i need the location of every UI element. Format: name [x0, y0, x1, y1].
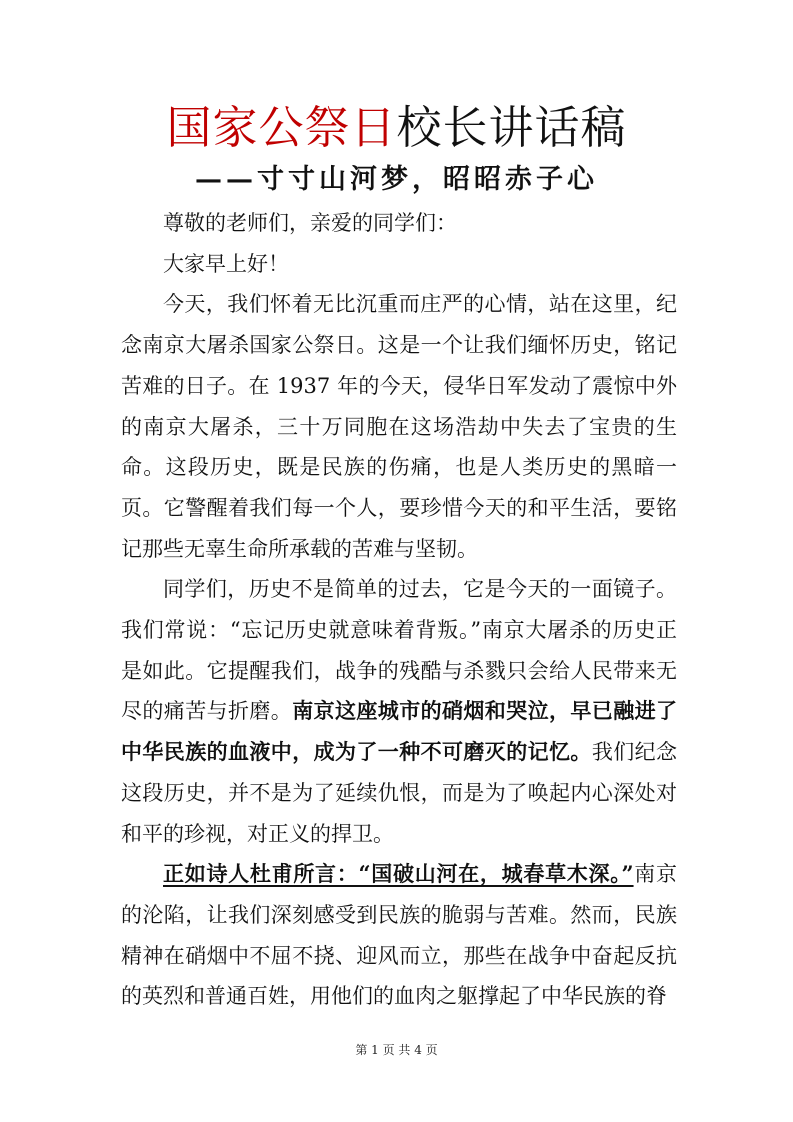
document-body [121, 203, 677, 1017]
paragraph-1: 今天，我们怀着无比沉重而庄严的心情，站在这里，纪念南京大屠杀国家公祭日。这是一个让我们缅怀历史，铭记苦难的日子。在 1937 年的今天，侵华日军发动了震惊中外的南京大屠杀，三十万同胞在这场浩劫中失去了宝贵的生命。这段历史，既是民族的伤痛，也是人类历史的黑暗一页。它警醒着我们每一个人，要珍惜今天的和平生活，要铭记那些无辜生命所承载的苦难与坚韧。 [121, 292, 677, 561]
salutation: 尊敬的老师们，亲爱的同学们： [163, 211, 457, 235]
title-red-part: 国家公祭日 [166, 101, 397, 154]
greeting: 大家早上好！ [163, 251, 289, 276]
paragraph-2 [121, 569, 677, 854]
paragraph-2-text-a: 同学们，历史不是简单的过去，它是今天的一面镜子。我们常说：“忘记历史就意味着背叛。”南京大屠杀的历史正是如此。它提醒我们，战争的残酷与杀戮只会给人民带来无尽的痛苦与折磨。 [121, 577, 677, 724]
title-black-part: 校长讲话稿 [396, 101, 627, 154]
paragraph-3 [121, 854, 677, 1017]
page-footer: 第 1 页 共 4 页 [355, 1043, 438, 1057]
paragraph-2-bold-text: 南京这座城市的硝烟和哭泣，早已融进了中华民族的血液中，成为了一种不可磨灭的记忆。 [121, 698, 678, 765]
paragraph-3-quote: 正如诗人杜甫所言：“国破山河在，城春草木深。” [163, 861, 634, 887]
paragraph-2-text-c: 我们纪念这段历史，并不是为了延续仇恨，而是为了唤起内心深处对和平的珍视，对正义的捍卫。 [121, 740, 678, 846]
document-title [0, 98, 793, 158]
document-subtitle: ——寸寸山河梦，昭昭赤子心 [195, 164, 598, 195]
paragraph-3-text: 南京的沦陷，让我们深刻感受到民族的脆弱与苦难。然而，民族精神在硝烟中不屈不挠、迎风而立，那些在战争中奋起反抗的英烈和普通百姓，用他们的血肉之躯撑起了中华民族的脊 [121, 862, 677, 1009]
